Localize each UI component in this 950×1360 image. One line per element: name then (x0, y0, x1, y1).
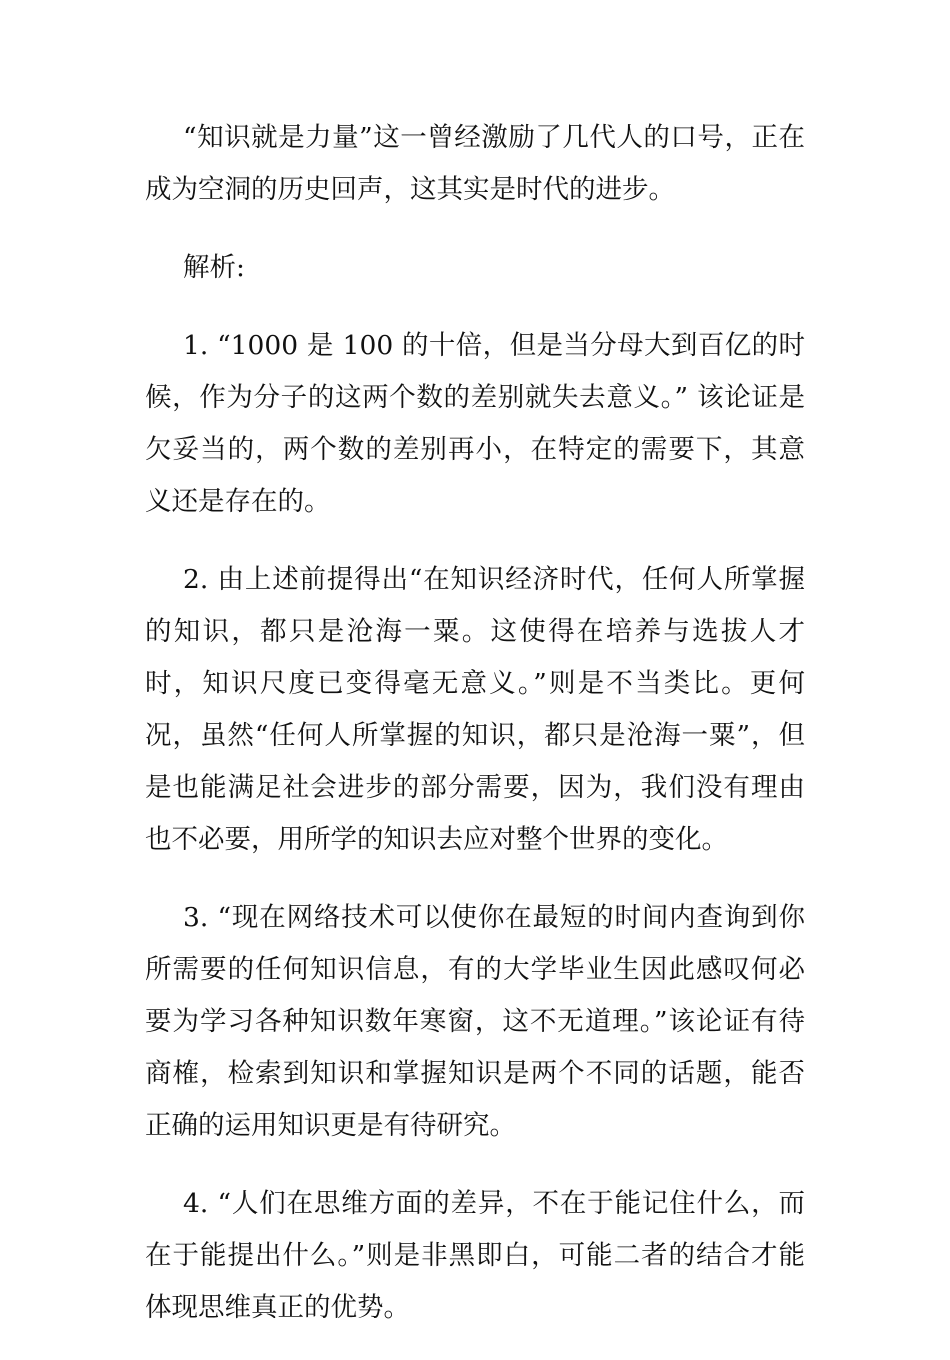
analysis-point-3: 3. “现在网络技术可以使你在最短的时间内查询到你所需要的任何知识信息，有的大学毕业生因此感叹何必要为学习各种知识数年寒窗，这不无道理。”该论证有待商榷，检索到知识和掌握知识是两个不同的话题，能否正确的运用知识更是有待研究。 (145, 902, 805, 1141)
analysis-point-1: 1. “1000 是 100 的十倍，但是当分母大到百亿的时候，作为分子的这两个数的差别就失去意义。” 该论证是欠妥当的，两个数的差别再小，在特定的需要下，其意义还是存在的。 (145, 330, 805, 517)
intro-paragraph: “知识就是力量”这一曾经激励了几代人的口号，正在成为空洞的历史回声，这其实是时代的进步。 (145, 122, 805, 205)
analysis-heading: 解析: (183, 252, 245, 283)
analysis-point-4: 4. “人们在思维方面的差异，不在于能记住什么，而在于能提出什么。”则是非黑即白，可能二者的结合才能体现思维真正的优势。 (145, 1188, 805, 1323)
analysis-point-2: 2. 由上述前提得出“在知识经济时代，任何人所掌握的知识，都只是沧海一粟。这使得在培养与选拔人才时，知识尺度已变得毫无意义。”则是不当类比。更何况，虽然“任何人所掌握的知识，都只是沧海一粟”，但是也能满足社会进步的部分需要，因为，我们没有理由也不必要，用所学的知识去应对整个世界的变化。 (145, 564, 805, 855)
document-page (145, 112, 805, 1360)
